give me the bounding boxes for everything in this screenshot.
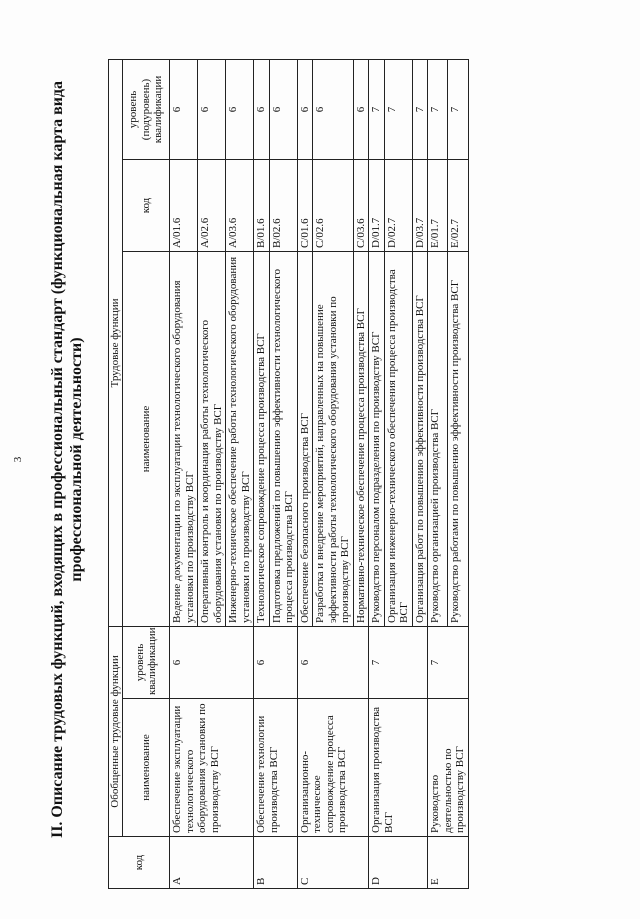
function-level: 6 [198,59,226,159]
group-level: 6 [297,626,369,698]
group-level: 7 [369,626,428,698]
function-code: B/01.6 [254,159,270,251]
function-level: 6 [313,59,354,159]
function-code: D/01.7 [369,159,385,251]
function-name: Оперативный контроль и координация работы технологического оборудования установки по производству ВСГ [198,251,226,626]
group-level: 7 [428,626,469,698]
function-level: 6 [254,59,270,159]
function-code: A/02.6 [198,159,226,251]
header-sublevel: уровень (подуровень) квалификации [123,59,170,159]
table-row [428,59,448,888]
title-line-2: профессиональной деятельности) [68,337,85,582]
function-name: Руководство работами по повышению эффективности производства ВСГ [448,251,468,626]
section-title [48,20,86,899]
group-name: Обеспечение эксплуатации технологического оборудования установки по производству ВСГ [170,699,254,837]
function-code: A/03.6 [226,159,254,251]
function-code: E/01.7 [428,159,448,251]
function-code: C/01.6 [297,159,313,251]
function-name: Разработка и внедрение мероприятий, направленных на повышение эффективности работы технологического оборудования установки по производству ВСГ [313,251,354,626]
header-labor-code: код [123,159,170,251]
function-level: 6 [269,59,297,159]
functions-table [108,59,469,889]
function-name: Ведение документации по эксплуатации технологического оборудования установки по производству ВСГ [170,251,198,626]
group-code: A [170,837,254,889]
group-name: Организация производства ВСГ [369,699,428,837]
header-level: уровень квалификации [123,626,170,698]
function-code: C/03.6 [353,159,369,251]
group-code: C [297,837,369,889]
function-level: 6 [170,59,198,159]
function-level: 6 [353,59,369,159]
table-row [297,59,313,888]
function-level: 7 [412,59,428,159]
group-level: 6 [170,626,254,698]
function-name: Нормативно-техническое обеспечение процесса производства ВСГ [353,251,369,626]
function-level: 7 [384,59,412,159]
function-level: 7 [428,59,448,159]
table-row [170,59,198,888]
function-name: Руководство организацией производства ВСГ [428,251,448,626]
function-name: Организация инженерно-технического обеспечения процесса производства ВСГ [384,251,412,626]
group-code: B [254,837,298,889]
group-level: 6 [254,626,298,698]
group-name: Организационно-техническое сопровождение процесса производства ВСГ [297,699,369,837]
function-code: A/01.6 [170,159,198,251]
header-generalized-functions: Обобщенные трудовые функции [109,626,123,836]
function-code: D/02.7 [384,159,412,251]
page-number: 3 [12,456,24,463]
function-level: 7 [448,59,468,159]
group-code: D [369,837,428,889]
function-name: Организация работ по повышению эффективности производства ВСГ [412,251,428,626]
group-name: Руководство деятельностью по производству ВСГ [428,699,469,837]
function-level: 7 [369,59,385,159]
function-code: C/02.6 [313,159,354,251]
function-name: Руководство персоналом подразделения по производству ВСГ [369,251,385,626]
table-row [369,59,385,888]
function-code: E/02.7 [448,159,468,251]
function-name: Технологическое сопровождение процесса производства ВСГ [254,251,270,626]
function-code: D/03.7 [412,159,428,251]
header-labor-functions: Трудовые функции [109,59,123,626]
header-name: наименование [123,699,170,837]
group-code: E [428,837,469,889]
function-level: 6 [297,59,313,159]
header-code: код [109,837,170,889]
header-labor-name: наименование [123,251,170,626]
function-name: Подготовка предложений по повышению эффективности технологического процесса производства ВСГ [269,251,297,626]
function-name: Инженерно-техническое обеспечение работы технологического оборудования установки по производству ВСГ [226,251,254,626]
function-name: Обеспечение безопасного производства ВСГ [297,251,313,626]
function-level: 6 [226,59,254,159]
table-row [254,59,270,888]
group-name: Обеспечение технологии производства ВСГ [254,699,298,837]
function-code: B/02.6 [269,159,297,251]
title-line-1: II. Описание трудовых функций, входящих в профессиональный стандарт (функциональная карта вида [49,80,66,839]
